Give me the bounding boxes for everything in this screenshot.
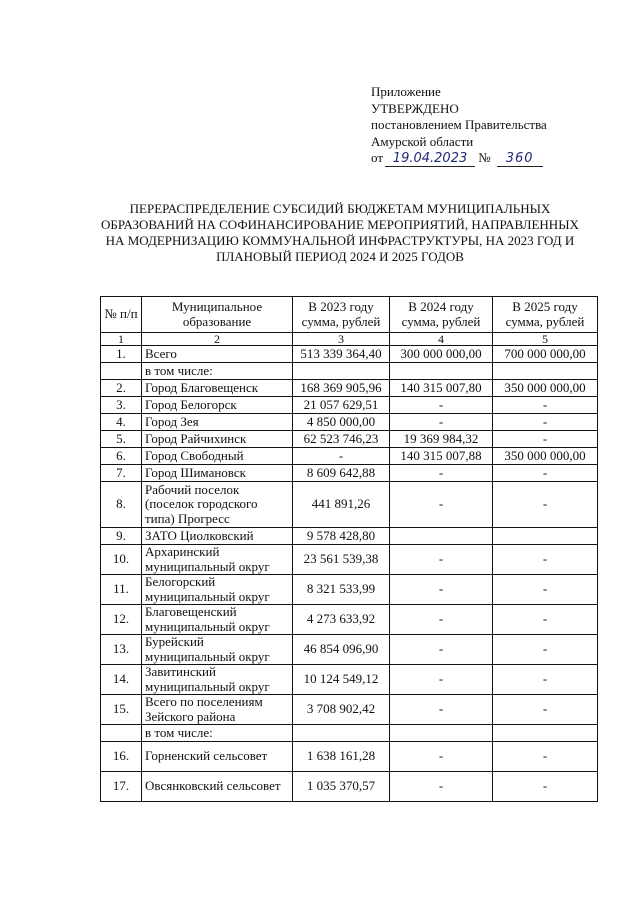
table-row — [101, 346, 598, 363]
header-cell-num: № п/п — [101, 297, 142, 333]
amount-2023-cell — [293, 725, 390, 742]
table-row — [101, 414, 598, 431]
municipality-cell: Бурейский муниципальный округ — [142, 635, 293, 665]
row-number-cell: 10. — [101, 545, 142, 575]
amount-2024-cell: - — [390, 605, 493, 635]
header-cell-2025: В 2025 году сумма, рублей — [493, 297, 598, 333]
municipality-cell: Овсянковский сельсовет — [142, 772, 293, 802]
subsidy-table-body — [101, 297, 598, 802]
amount-2025-cell — [493, 725, 598, 742]
amount-2024-cell: - — [390, 545, 493, 575]
amount-2025-cell: - — [493, 665, 598, 695]
amount-2023-cell: 3 708 902,42 — [293, 695, 390, 725]
row-number-cell: 17. — [101, 772, 142, 802]
amount-2023-cell: 9 578 428,80 — [293, 528, 390, 545]
amount-2025-cell: - — [493, 482, 598, 528]
index-cell: 1 — [101, 333, 142, 346]
amount-2023-cell: 4 273 633,92 — [293, 605, 390, 635]
amount-2023-cell: 46 854 096,90 — [293, 635, 390, 665]
handwritten-number: 360 — [497, 152, 543, 167]
table-header-row — [101, 297, 598, 333]
index-cell: 2 — [142, 333, 293, 346]
amount-2023-cell: 1 638 161,28 — [293, 742, 390, 772]
row-number-cell: 13. — [101, 635, 142, 665]
amount-2023-cell — [293, 363, 390, 380]
amount-2025-cell: - — [493, 465, 598, 482]
municipality-cell: Город Свободный — [142, 448, 293, 465]
table-row — [101, 742, 598, 772]
amount-2024-cell: - — [390, 465, 493, 482]
amount-2024-cell: - — [390, 482, 493, 528]
amount-2024-cell — [390, 725, 493, 742]
approval-line-region: Амурской области — [371, 133, 474, 149]
municipality-cell: в том числе: — [142, 363, 293, 380]
row-number-cell: 8. — [101, 482, 142, 528]
approval-stamp — [371, 84, 621, 167]
header-cell-municipality: Муниципальное образование — [142, 297, 293, 333]
header-cell-2023: В 2023 году сумма, рублей — [293, 297, 390, 333]
row-number-cell: 14. — [101, 665, 142, 695]
municipality-cell: ЗАТО Циолковский — [142, 528, 293, 545]
approval-date-line — [371, 150, 621, 167]
amount-2024-cell: - — [390, 397, 493, 414]
amount-2024-cell: 19 369 984,32 — [390, 431, 493, 448]
amount-2024-cell — [390, 363, 493, 380]
amount-2024-cell — [390, 528, 493, 545]
row-number-cell — [101, 725, 142, 742]
table-row — [101, 528, 598, 545]
amount-2023-cell: 62 523 746,23 — [293, 431, 390, 448]
row-number-cell: 3. — [101, 397, 142, 414]
table-row — [101, 605, 598, 635]
table-row — [101, 665, 598, 695]
amount-2025-cell: - — [493, 431, 598, 448]
row-number-cell: 6. — [101, 448, 142, 465]
table-index-row — [101, 333, 598, 346]
amount-2025-cell: 350 000 000,00 — [493, 448, 598, 465]
table-row — [101, 635, 598, 665]
amount-2023-cell: 8 609 642,88 — [293, 465, 390, 482]
number-prefix: № — [478, 150, 491, 165]
index-cell: 5 — [493, 333, 598, 346]
table-row — [101, 545, 598, 575]
municipality-cell: Белогорский муниципальный округ — [142, 575, 293, 605]
table-row — [101, 363, 598, 380]
municipality-cell: Благовещенский муниципальный округ — [142, 605, 293, 635]
municipality-cell: Всего — [142, 346, 293, 363]
amount-2024-cell: 140 315 007,88 — [390, 448, 493, 465]
amount-2023-cell: 168 369 905,96 — [293, 380, 390, 397]
row-number-cell: 2. — [101, 380, 142, 397]
amount-2025-cell: 350 000 000,00 — [493, 380, 598, 397]
municipality-cell: Город Благовещенск — [142, 380, 293, 397]
amount-2024-cell: - — [390, 695, 493, 725]
table-row — [101, 725, 598, 742]
table-row — [101, 465, 598, 482]
row-number-cell: 16. — [101, 742, 142, 772]
row-number-cell: 7. — [101, 465, 142, 482]
amount-2025-cell: - — [493, 695, 598, 725]
approval-line-appendix: Приложение — [371, 84, 441, 99]
header-cell-2024: В 2024 году сумма, рублей — [390, 297, 493, 333]
municipality-cell: Город Шимановск — [142, 465, 293, 482]
amount-2025-cell: - — [493, 397, 598, 414]
table-row — [101, 397, 598, 414]
amount-2025-cell: 700 000 000,00 — [493, 346, 598, 363]
municipality-cell: в том числе: — [142, 725, 293, 742]
table-row — [101, 772, 598, 802]
municipality-cell: Город Райчихинск — [142, 431, 293, 448]
row-number-cell — [101, 363, 142, 380]
amount-2024-cell: - — [390, 665, 493, 695]
municipality-cell: Рабочий поселок (поселок городского типа) Прогресс — [142, 482, 293, 528]
amount-2024-cell: - — [390, 742, 493, 772]
municipality-cell: Город Белогорск — [142, 397, 293, 414]
amount-2023-cell: 21 057 629,51 — [293, 397, 390, 414]
amount-2023-cell: 23 561 539,38 — [293, 545, 390, 575]
amount-2025-cell: - — [493, 605, 598, 635]
municipality-cell: Архаринский муниципальный округ — [142, 545, 293, 575]
municipality-cell: Горненский сельсовет — [142, 742, 293, 772]
amount-2023-cell: 10 124 549,12 — [293, 665, 390, 695]
table-row — [101, 431, 598, 448]
amount-2024-cell: - — [390, 772, 493, 802]
amount-2024-cell: - — [390, 635, 493, 665]
amount-2024-cell: - — [390, 414, 493, 431]
amount-2023-cell: 4 850 000,00 — [293, 414, 390, 431]
approval-line-resolution: постановлением Правительства — [371, 117, 547, 132]
municipality-cell: Город Зея — [142, 414, 293, 431]
municipality-cell: Всего по поселениям Зейского района — [142, 695, 293, 725]
handwritten-date: 19.04.2023 — [385, 152, 475, 167]
approval-line-approved: УТВЕРЖДЕНО — [371, 100, 459, 116]
row-number-cell: 4. — [101, 414, 142, 431]
amount-2023-cell: 8 321 533,99 — [293, 575, 390, 605]
table-row — [101, 448, 598, 465]
amount-2025-cell: - — [493, 742, 598, 772]
amount-2025-cell: - — [493, 772, 598, 802]
date-prefix: от — [371, 150, 384, 165]
amount-2025-cell — [493, 528, 598, 545]
table-row — [101, 695, 598, 725]
amount-2023-cell: 1 035 370,57 — [293, 772, 390, 802]
row-number-cell: 12. — [101, 605, 142, 635]
amount-2023-cell: - — [293, 448, 390, 465]
table-row — [101, 575, 598, 605]
document-title: ПЕРЕРАСПРЕДЕЛЕНИЕ СУБСИДИЙ БЮДЖЕТАМ МУНИЦИПАЛЬНЫХ ОБРАЗОВАНИЙ НА СОФИНАНСИРОВАНИЕ МЕРОПРИЯТИЙ, НАПРАВЛЕННЫХ НА МОДЕРНИЗАЦИЮ КОММУНАЛЬНОЙ ИНФРАСТРУКТУРЫ, НА 2023 ГОД И ПЛАНОВЫЙ ПЕРИОД 2024 И 2025 ГОДОВ — [101, 201, 579, 264]
amount-2025-cell — [493, 363, 598, 380]
row-number-cell: 11. — [101, 575, 142, 605]
amount-2023-cell: 513 339 364,40 — [293, 346, 390, 363]
amount-2025-cell: - — [493, 575, 598, 605]
row-number-cell: 1. — [101, 346, 142, 363]
amount-2025-cell: - — [493, 545, 598, 575]
amount-2024-cell: - — [390, 575, 493, 605]
amount-2024-cell: 140 315 007,80 — [390, 380, 493, 397]
subsidy-table — [100, 296, 598, 802]
row-number-cell: 15. — [101, 695, 142, 725]
row-number-cell: 9. — [101, 528, 142, 545]
amount-2024-cell: 300 000 000,00 — [390, 346, 493, 363]
row-number-cell: 5. — [101, 431, 142, 448]
index-cell: 3 — [293, 333, 390, 346]
table-row — [101, 482, 598, 528]
amount-2025-cell: - — [493, 414, 598, 431]
municipality-cell: Завитинский муниципальный округ — [142, 665, 293, 695]
table-row — [101, 380, 598, 397]
amount-2025-cell: - — [493, 635, 598, 665]
amount-2023-cell: 441 891,26 — [293, 482, 390, 528]
index-cell: 4 — [390, 333, 493, 346]
